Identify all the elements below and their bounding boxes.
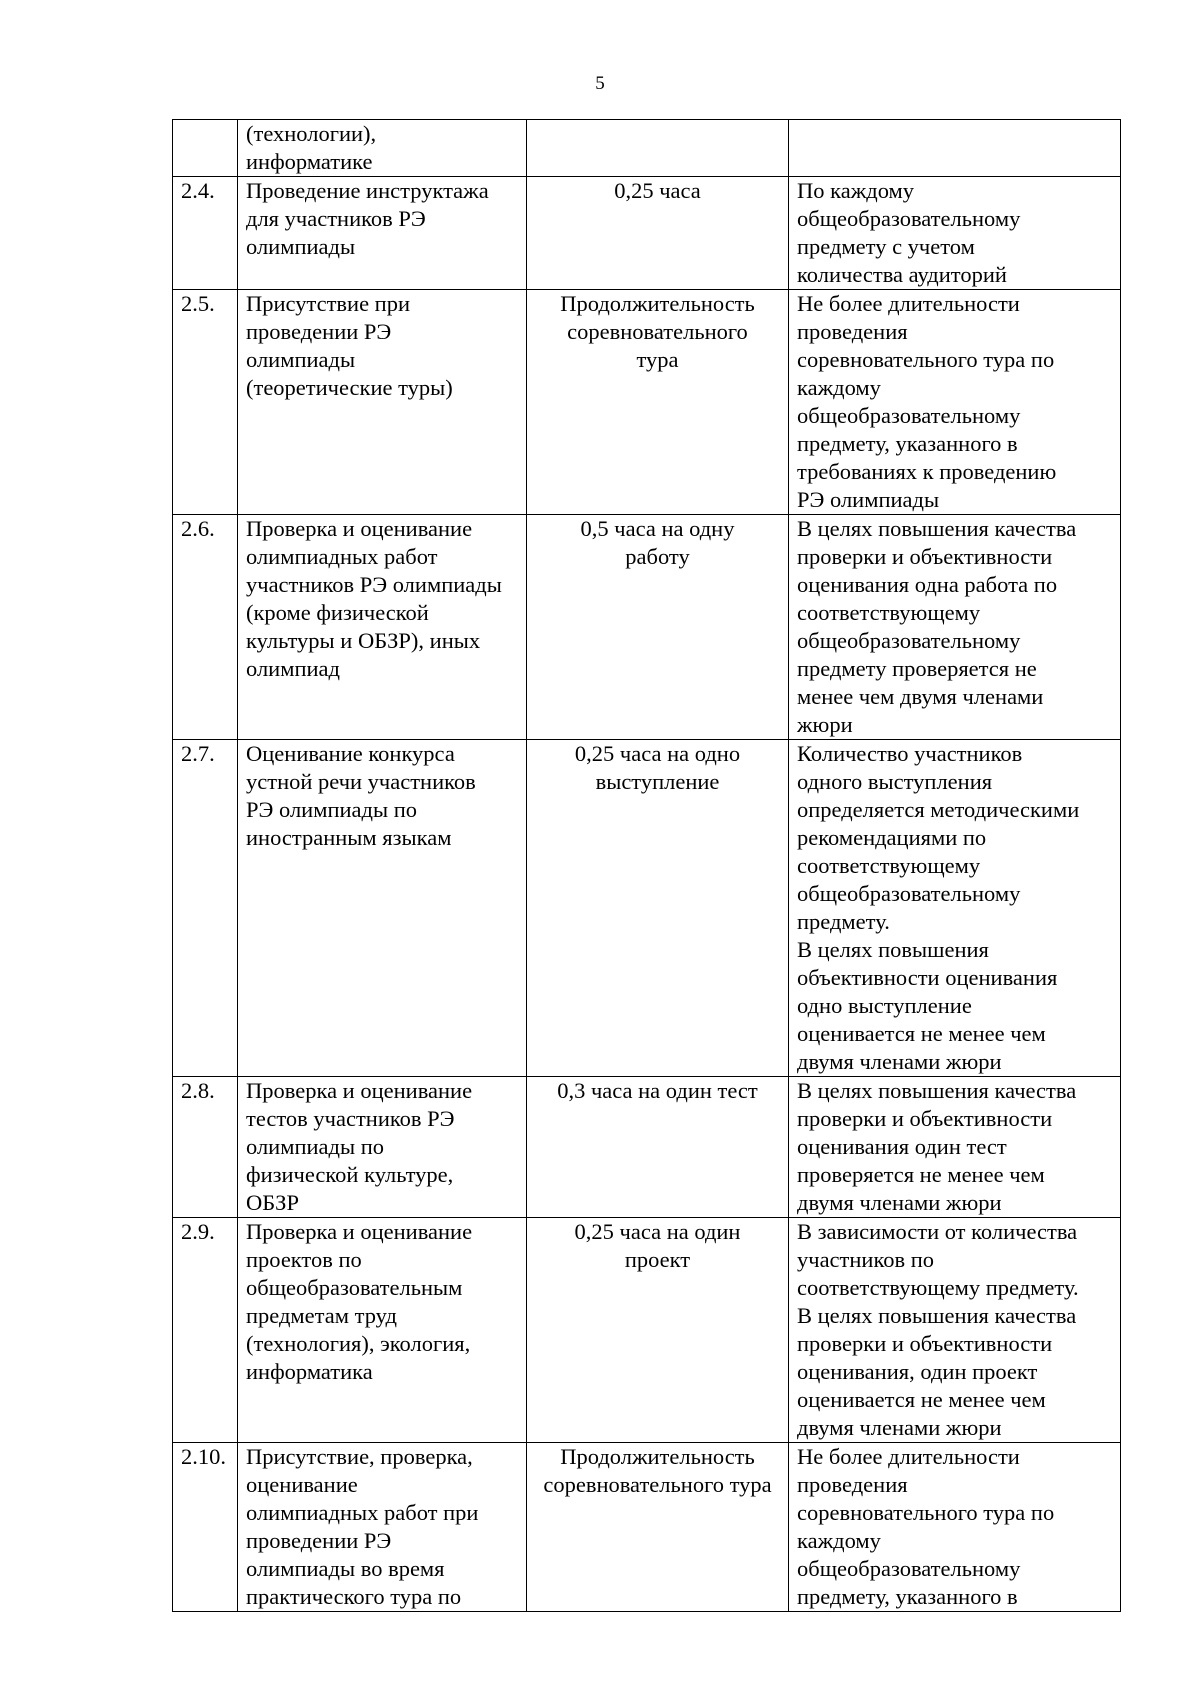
cell-line: Проверка и оценивание: [246, 1078, 473, 1103]
cell-line: Проведение инструктажа: [246, 178, 489, 203]
cell-line: оценивается не менее чем: [797, 1021, 1046, 1046]
cell-line: Присутствие, проверка,: [246, 1444, 473, 1469]
cell-line: соответствующему предмету.: [797, 1275, 1079, 1300]
duration-cell: [527, 515, 789, 740]
cell-line: олимпиад: [246, 656, 340, 681]
cell-line: иностранным языкам: [246, 825, 452, 850]
description-cell: [238, 290, 527, 515]
cell-line: олимпиады: [246, 347, 356, 372]
cell-line: Продолжительность: [560, 1444, 755, 1469]
cell-line: В целях повышения качества: [797, 1303, 1077, 1328]
cell-line: оценивания, один проект: [797, 1359, 1038, 1384]
cell-line: В зависимости от количества: [797, 1219, 1078, 1244]
cell-line: общеобразовательному: [797, 206, 1021, 231]
cell-line: (технологии),: [246, 121, 377, 146]
table: [172, 119, 1121, 1612]
row-number: [173, 120, 238, 177]
cell-line: общеобразовательным: [246, 1275, 463, 1300]
description-cell: [238, 1077, 527, 1218]
row-number: 2.8.: [173, 1077, 238, 1218]
duration-cell: [527, 1443, 789, 1612]
cell-line: проверки и объективности: [797, 1331, 1053, 1356]
cell-line: предмету, указанного в: [797, 431, 1018, 456]
cell-line: предмету проверяется не: [797, 656, 1037, 681]
note-cell: [789, 177, 1121, 290]
cell-line: 0,5 часа на одну: [580, 516, 735, 541]
cell-line: участников РЭ олимпиады: [246, 572, 502, 597]
cell-line: проведения: [797, 319, 908, 344]
cell-line: объективности оценивания: [797, 965, 1058, 990]
cell-line: проверяется не менее чем: [797, 1162, 1045, 1187]
cell-line: участников по: [797, 1247, 935, 1272]
cell-line: оценивание: [246, 1472, 358, 1497]
row-number: 2.7.: [173, 740, 238, 1077]
cell-line: проведении РЭ: [246, 1528, 392, 1553]
cell-line: По каждому: [797, 178, 915, 203]
cell-line: двумя членами жюри: [797, 1415, 1002, 1440]
cell-line: Не более длительности: [797, 291, 1020, 316]
cell-line: В целях повышения качества: [797, 516, 1077, 541]
cell-line: двумя членами жюри: [797, 1190, 1002, 1215]
cell-line: проведении РЭ: [246, 319, 392, 344]
page-number: 5: [595, 73, 605, 94]
note-cell: [789, 1218, 1121, 1443]
cell-line: менее чем двумя членами: [797, 684, 1044, 709]
cell-line: одного выступления: [797, 769, 993, 794]
description-cell: [238, 740, 527, 1077]
description-cell: [238, 515, 527, 740]
cell-line: проект: [624, 1247, 691, 1272]
cell-line: количества аудиторий: [797, 262, 1007, 287]
cell-line: (теоретические туры): [246, 375, 453, 400]
cell-line: для участников РЭ: [246, 206, 426, 231]
duration-cell: [527, 177, 789, 290]
note-cell: [789, 1077, 1121, 1218]
cell-line: общеобразовательному: [797, 403, 1021, 428]
note-cell: [789, 515, 1121, 740]
cell-line: соревновательного тура: [543, 1472, 772, 1497]
cell-line: выступление: [595, 769, 720, 794]
cell-line: Не более длительности: [797, 1444, 1020, 1469]
cell-line: физической культуре,: [246, 1162, 454, 1187]
cell-line: предмету, указанного в: [797, 1584, 1018, 1609]
cell-line: проверки и объективности: [797, 1106, 1053, 1131]
cell-line: тура: [636, 347, 679, 372]
cell-line: РЭ олимпиады по: [246, 797, 418, 822]
description-cell: [238, 1443, 527, 1612]
cell-line: Проверка и оценивание: [246, 1219, 473, 1244]
cell-line: соревновательного тура по: [797, 347, 1055, 372]
table-row: [173, 290, 1121, 515]
cell-line: Оценивание конкурса: [246, 741, 455, 766]
cell-line: предметам труд: [246, 1303, 397, 1328]
row-number: 2.5.: [173, 290, 238, 515]
cell-line: соревновательного тура по: [797, 1500, 1055, 1525]
cell-line: работу: [625, 544, 690, 569]
cell-line: Проверка и оценивание: [246, 516, 473, 541]
cell-line: 0,25 часа: [614, 178, 701, 203]
cell-line: олимпиадных работ: [246, 544, 438, 569]
cell-line: олимпиады: [246, 234, 356, 259]
cell-line: одно выступление: [797, 993, 972, 1018]
cell-line: практического тура по: [246, 1584, 462, 1609]
note-cell: [789, 120, 1121, 177]
row-number: 2.9.: [173, 1218, 238, 1443]
table-row: [173, 515, 1121, 740]
description-cell: [238, 177, 527, 290]
cell-line: 0,25 часа на один: [574, 1219, 741, 1244]
note-cell: [789, 290, 1121, 515]
cell-line: культуры и ОБЗР), иных: [246, 628, 481, 653]
description-cell: [238, 120, 527, 177]
cell-line: 0,25 часа на одно: [574, 741, 741, 766]
duration-cell: [527, 120, 789, 177]
duration-cell: [527, 740, 789, 1077]
duration-cell: [527, 290, 789, 515]
cell-line: соответствующему: [797, 853, 981, 878]
note-cell: [789, 740, 1121, 1077]
cell-line: определяется методическими: [797, 797, 1080, 822]
cell-line: оценивается не менее чем: [797, 1387, 1046, 1412]
cell-line: общеобразовательному: [797, 1556, 1021, 1581]
cell-line: проектов по: [246, 1247, 362, 1272]
cell-line: Количество участников: [797, 741, 1023, 766]
cell-line: оценивания один тест: [797, 1134, 1007, 1159]
description-cell: [238, 1218, 527, 1443]
cell-line: олимпиады по: [246, 1134, 385, 1159]
cell-line: 0,3 часа на один тест: [557, 1078, 758, 1103]
cell-line: В целях повышения: [797, 937, 989, 962]
cell-line: оценивания одна работа по: [797, 572, 1058, 597]
table-row: [173, 1443, 1121, 1612]
table-row: [173, 740, 1121, 1077]
cell-line: предмету.: [797, 909, 890, 934]
cell-line: двумя членами жюри: [797, 1049, 1002, 1074]
row-number: 2.10.: [173, 1443, 238, 1612]
duration-cell: [527, 1218, 789, 1443]
cell-line: соревновательного: [567, 319, 748, 344]
cell-line: проведения: [797, 1472, 908, 1497]
cell-line: общеобразовательному: [797, 628, 1021, 653]
cell-line: тестов участников РЭ: [246, 1106, 455, 1131]
row-number: 2.6.: [173, 515, 238, 740]
cell-line: (технология), экология,: [246, 1331, 471, 1356]
cell-line: устной речи участников: [246, 769, 476, 794]
cell-line: Присутствие при: [246, 291, 411, 316]
cell-line: олимпиады во время: [246, 1556, 445, 1581]
cell-line: проверки и объективности: [797, 544, 1053, 569]
cell-line: предмету с учетом: [797, 234, 975, 259]
table-row: [173, 120, 1121, 177]
cell-line: Продолжительность: [560, 291, 755, 316]
cell-line: жюри: [797, 712, 853, 737]
cell-line: (кроме физической: [246, 600, 429, 625]
cell-line: олимпиадных работ при: [246, 1500, 479, 1525]
cell-line: В целях повышения качества: [797, 1078, 1077, 1103]
note-cell: [789, 1443, 1121, 1612]
cell-line: ОБЗР: [246, 1190, 299, 1215]
table-row: [173, 1218, 1121, 1443]
row-number: 2.4.: [173, 177, 238, 290]
cell-line: информатике: [246, 149, 373, 174]
cell-line: каждому: [797, 375, 881, 400]
cell-line: соответствующему: [797, 600, 981, 625]
cell-line: требованиях к проведению: [797, 459, 1057, 484]
duration-cell: [527, 1077, 789, 1218]
cell-line: общеобразовательному: [797, 881, 1021, 906]
cell-line: каждому: [797, 1528, 881, 1553]
cell-line: РЭ олимпиады: [797, 487, 940, 512]
table-row: [173, 1077, 1121, 1218]
cell-line: информатика: [246, 1359, 373, 1384]
cell-line: рекомендациями по: [797, 825, 987, 850]
table-row: [173, 177, 1121, 290]
